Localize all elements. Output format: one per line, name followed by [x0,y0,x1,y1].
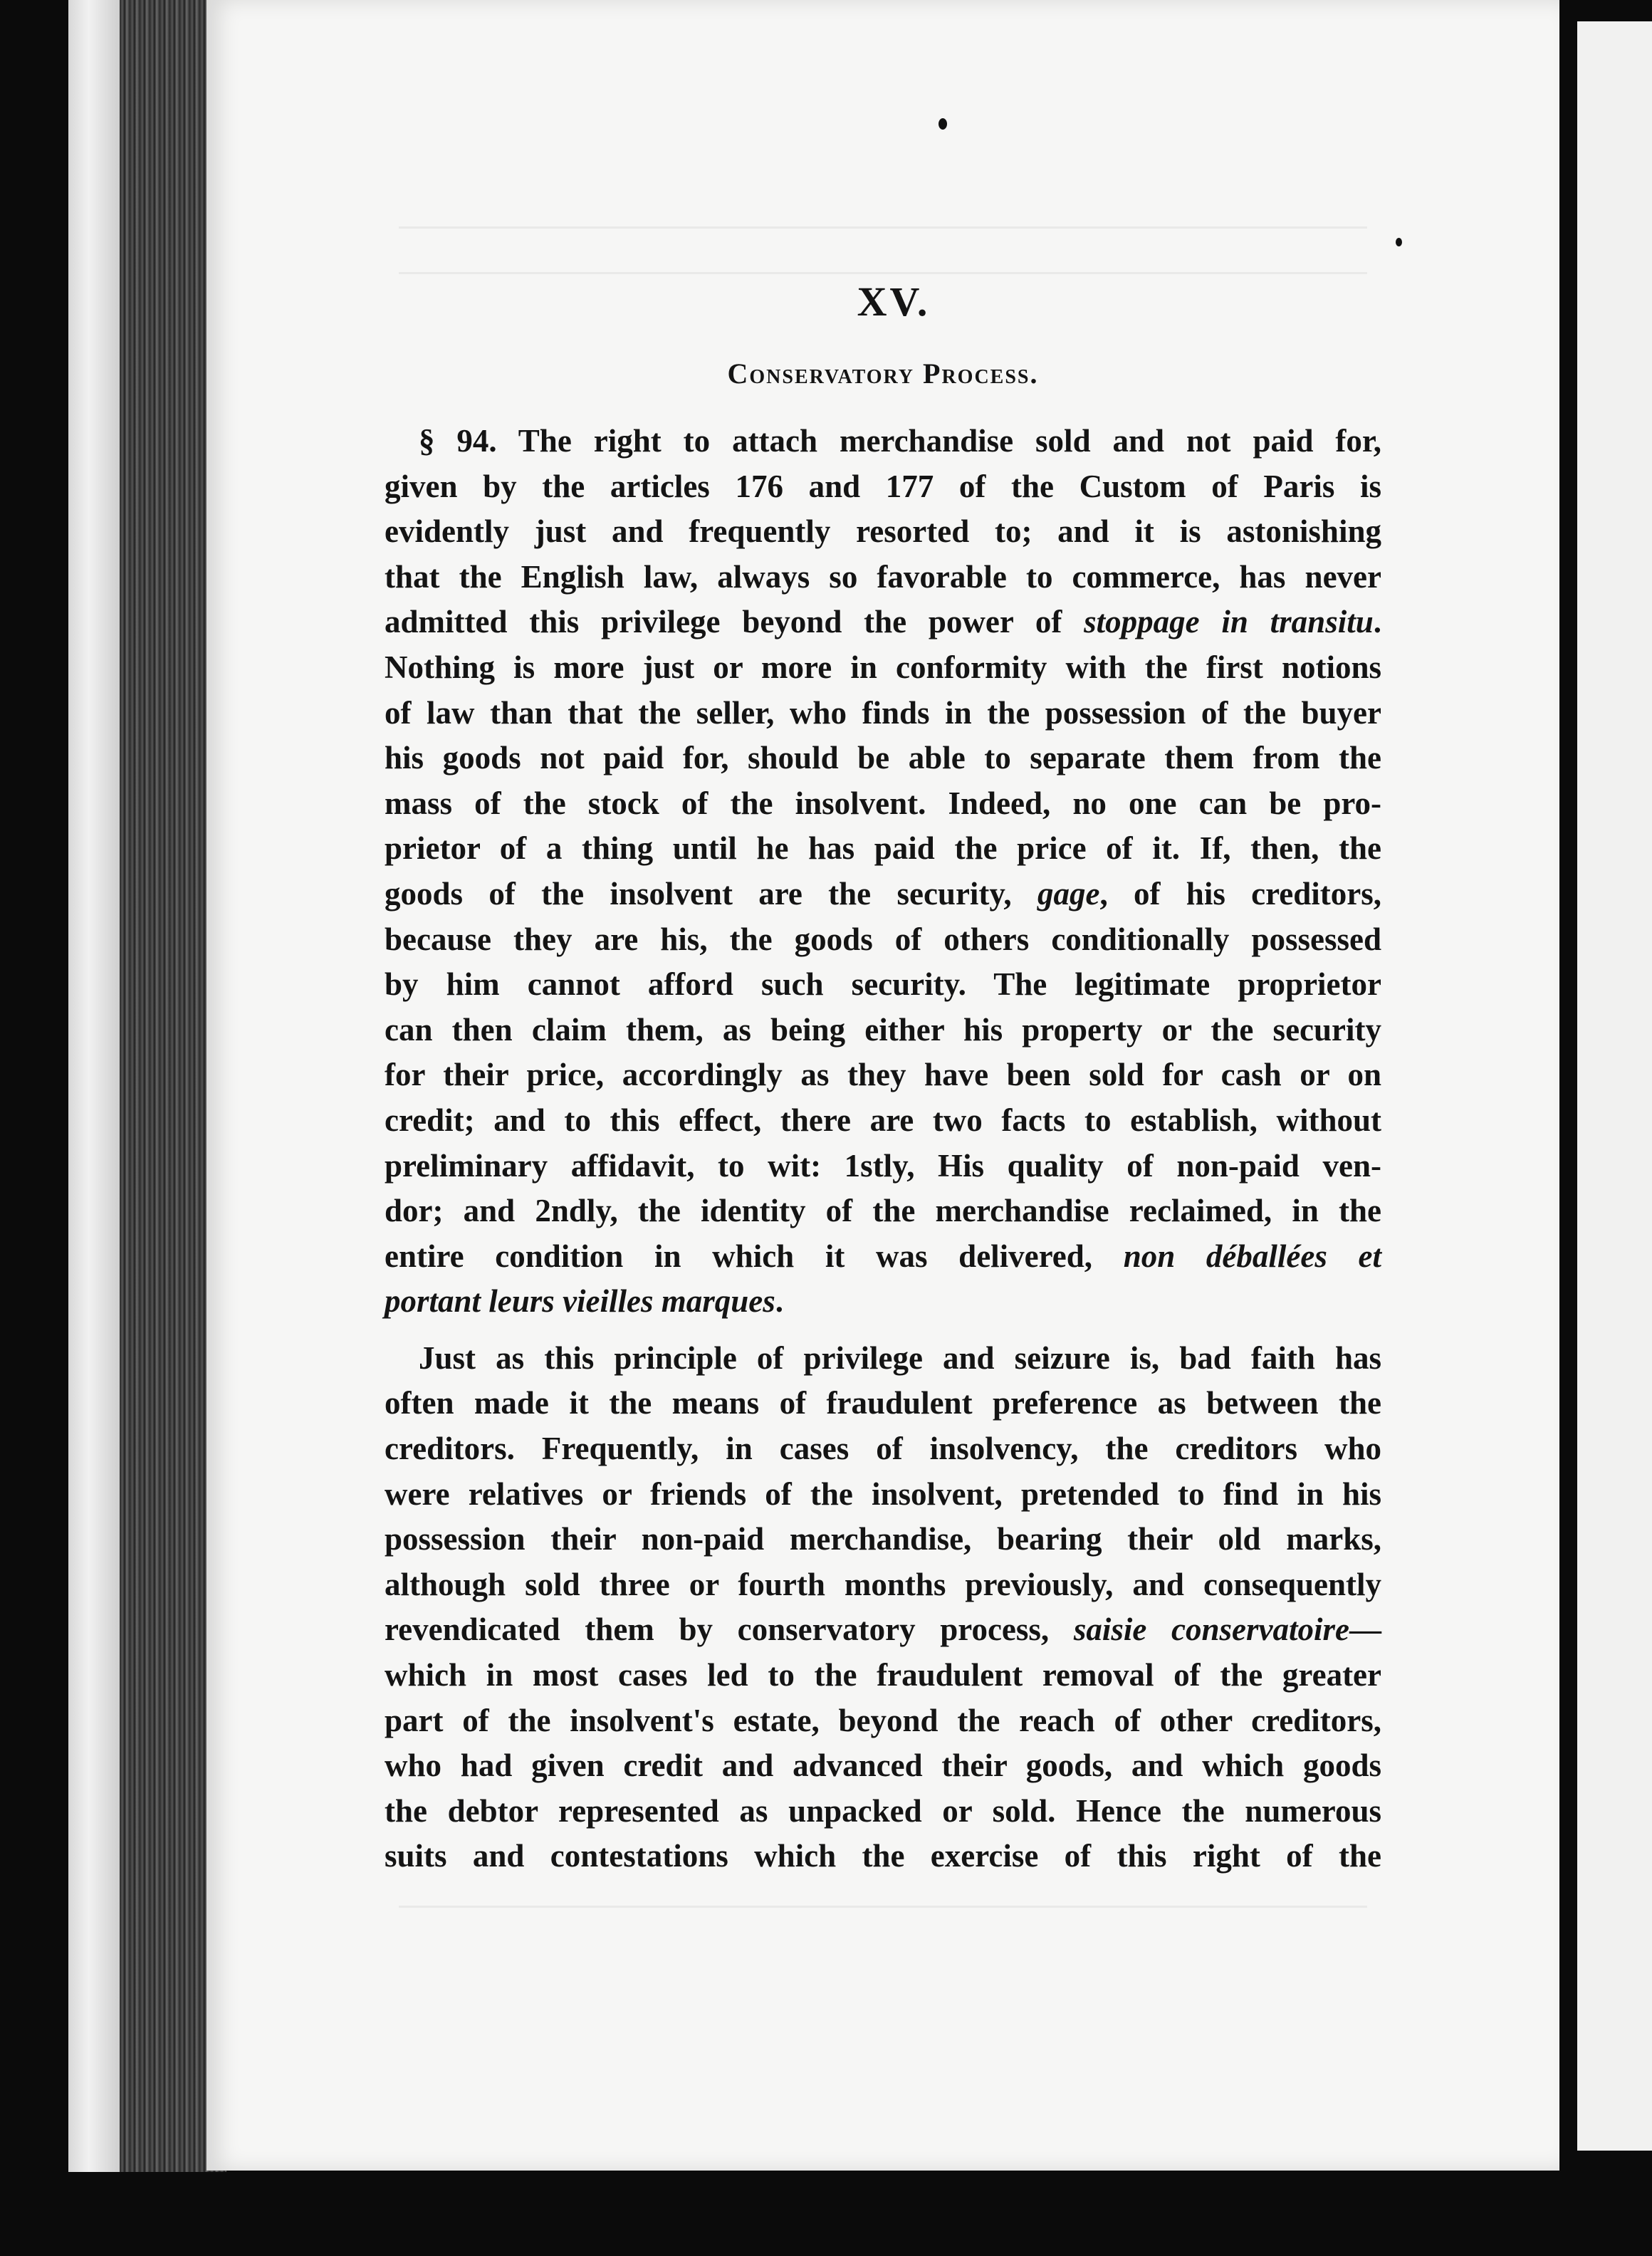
text-line: revendicated them by conservatory process, saisie conservatoire— [385,1612,1381,1648]
text-line: dor; and 2ndly, the identity of the merchandise reclaimed, in the [385,1193,1381,1229]
text-line: goods of the insolvent are the security, gage, of his creditors, [385,875,1382,912]
text-line: credit; and to this effect, there are two facts to establish, without [385,1102,1381,1138]
text-line: of law than that the seller, who finds in the possession of the buyer [385,694,1381,731]
text-line: by him cannot afford such security. The legitimate proprietor [385,966,1381,1003]
show-through-line [399,226,1367,229]
text-line: preliminary affidavit, to wit: 1stly, His quality of non-paid ven- [385,1147,1381,1184]
text-line: which in most cases led to the fraudulent removal of the greater [385,1657,1381,1693]
page-text [385,278,1381,1879]
text-line: that the English law, always so favorable to commerce, has never [385,558,1381,595]
text-line: creditors. Frequently, in cases of insolvency, the creditors who [385,1431,1381,1467]
text-line: Just as this principle of privilege and seizure is, bad faith has [419,1340,1381,1376]
facing-page-edge [1577,21,1652,2151]
text-line: were relatives or friends of the insolvent, pretended to find in his [385,1476,1381,1512]
show-through-line [399,272,1367,274]
page-edge-left [68,0,120,2172]
ink-speck [1396,238,1402,246]
show-through-line [399,1906,1367,1908]
chapter-title: Conservatory Process. [727,357,1039,390]
text-line: because they are his, the goods of others conditionally possessed [385,921,1381,957]
text-line: admitted this privilege beyond the power of stoppage in transitu. [385,604,1381,640]
text-line: although sold three or fourth months previously, and consequently [385,1566,1381,1602]
text-line: Nothing is more just or more in conformity with the first notions [385,649,1381,685]
text-line: suits and contestations which the exercise of this right of the [385,1838,1381,1874]
text-line: portant leurs vieilles marques. [385,1283,784,1320]
text-line: prietor of a thing until he has paid the price of it. If, then, the [385,830,1381,867]
text-line: the debtor represented as unpacked or sold. Hence the numerous [385,1792,1381,1829]
text-line: entire condition in which it was delivered, non déballées et [385,1238,1382,1274]
text-line: for their price, accordingly as they have been sold for cash or on [385,1057,1381,1093]
text-line: § 94. The right to attach merchandise sold and not paid for, [419,423,1381,459]
text-line: mass of the stock of the insolvent. Indeed, no one can be pro- [385,785,1381,821]
text-line: possession their non-paid merchandise, bearing their old marks, [385,1521,1381,1557]
paragraph-1 [385,419,1381,1325]
text-line: part of the insolvent's estate, beyond the reach of other creditors, [385,1702,1381,1738]
text-line: who had given credit and advanced their goods, and which goods [385,1748,1381,1784]
chapter-number: XV. [857,278,931,325]
text-line: often made it the means of fraudulent preference as between the [385,1385,1381,1421]
text-line: can then claim them, as being either his property or the security [385,1011,1381,1048]
text-line: his goods not paid for, should be able to separate them from the [385,740,1381,776]
text-line: given by the articles 176 and 177 of the Custom of Paris is [385,468,1381,504]
ink-speck [939,118,947,130]
text-line: evidently just and frequently resorted to; and it is astonishing [385,513,1381,550]
paragraph-2 [385,1336,1381,1879]
